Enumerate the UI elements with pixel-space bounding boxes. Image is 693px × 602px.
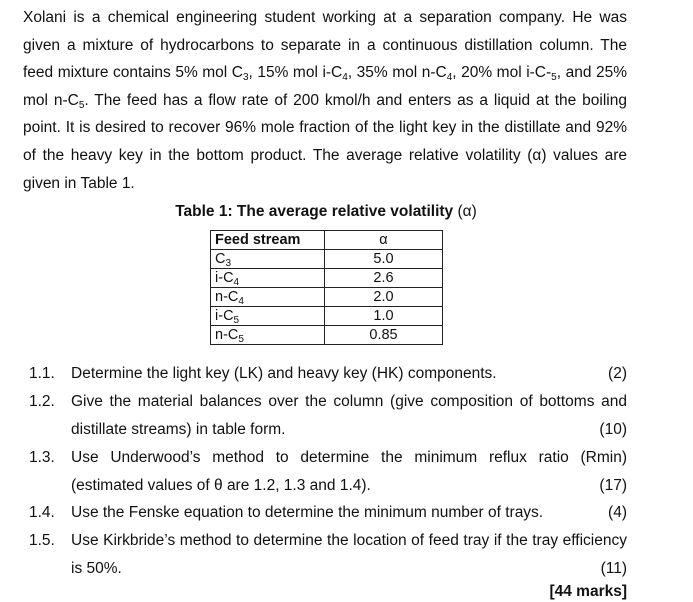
question-1-3	[29, 444, 627, 499]
question-text: Give the material balances over the column (give composition of bottoms and distillate streams) in table form.	[71, 393, 627, 438]
question-number: 1.2.	[29, 393, 55, 410]
question-number: 1.1.	[29, 365, 55, 382]
question-text: Use Kirkbride’s method to determine the location of feed tray if the tray efficiency is 50%.	[71, 532, 627, 577]
question-marks: (2)	[608, 365, 627, 382]
alpha-cell: 2.6	[325, 269, 443, 288]
question-marks: (10)	[599, 420, 627, 438]
component-cell: $i-C_4$	[211, 269, 325, 288]
table-row	[211, 288, 443, 307]
table-row	[211, 307, 443, 326]
question-1-4	[29, 499, 627, 527]
table-row	[211, 326, 443, 345]
question-number: 1.3.	[29, 449, 55, 466]
question-marks: (11)	[600, 559, 627, 577]
alpha-cell: 1.0	[325, 307, 443, 326]
question-text: Determine the light key (LK) and heavy key (HK) components.	[71, 365, 497, 382]
question-1-1	[29, 360, 627, 388]
table-header-row	[211, 231, 443, 250]
table-row	[211, 269, 443, 288]
question-1-2	[29, 388, 627, 443]
question-number: 1.5.	[29, 532, 55, 549]
alpha-cell: 5.0	[325, 250, 443, 269]
question-text: Use Underwood’s method to determine the minimum reflux ratio (Rmin) (estimated values of θ are 1.2, 1.3 and 1.4).	[71, 449, 627, 494]
header-feed-stream: Feed stream	[211, 231, 325, 250]
table-row	[211, 250, 443, 269]
component-cell: $n-C_5$	[211, 326, 325, 345]
question-marks: (17)	[599, 476, 627, 494]
component-cell: $i-C_5$	[211, 307, 325, 326]
component-cell: $C_3$	[211, 250, 325, 269]
question-number: 1.4.	[29, 504, 55, 521]
total-marks: [44 marks]	[549, 583, 627, 600]
question-text: Use the Fenske equation to determine the minimum number of trays.	[71, 504, 544, 521]
component-cell: $n-C_4$	[211, 288, 325, 307]
volatility-table	[210, 230, 443, 345]
problem-statement: Xolani is a chemical engineering student working at a separation company. He was given a mixture of hydrocarbons to separate in a continuous distillation column. The feed mixture contains 5% mol $C_3$, 15% mol $i-C_4$, 35% mol $n-C_4$, 20% mol $i-C-_5$, and 25% mol $n-C_5$. The feed has a flow rate of 200 kmol/h and enters as a liquid at the boiling point. It is desired to recover 96% mole fraction of the light key in the distillate and 92% of the heavy key in the bottom product. The average relative volatility (α) values are given in Table 1.	[23, 9, 627, 192]
alpha-cell: 2.0	[325, 288, 443, 307]
alpha-cell: 0.85	[325, 326, 443, 345]
header-alpha: α	[325, 231, 443, 250]
question-marks: (4)	[608, 504, 627, 521]
table-title: Table 1: The average relative volatility (α)	[175, 203, 477, 220]
question-1-5	[29, 527, 627, 582]
